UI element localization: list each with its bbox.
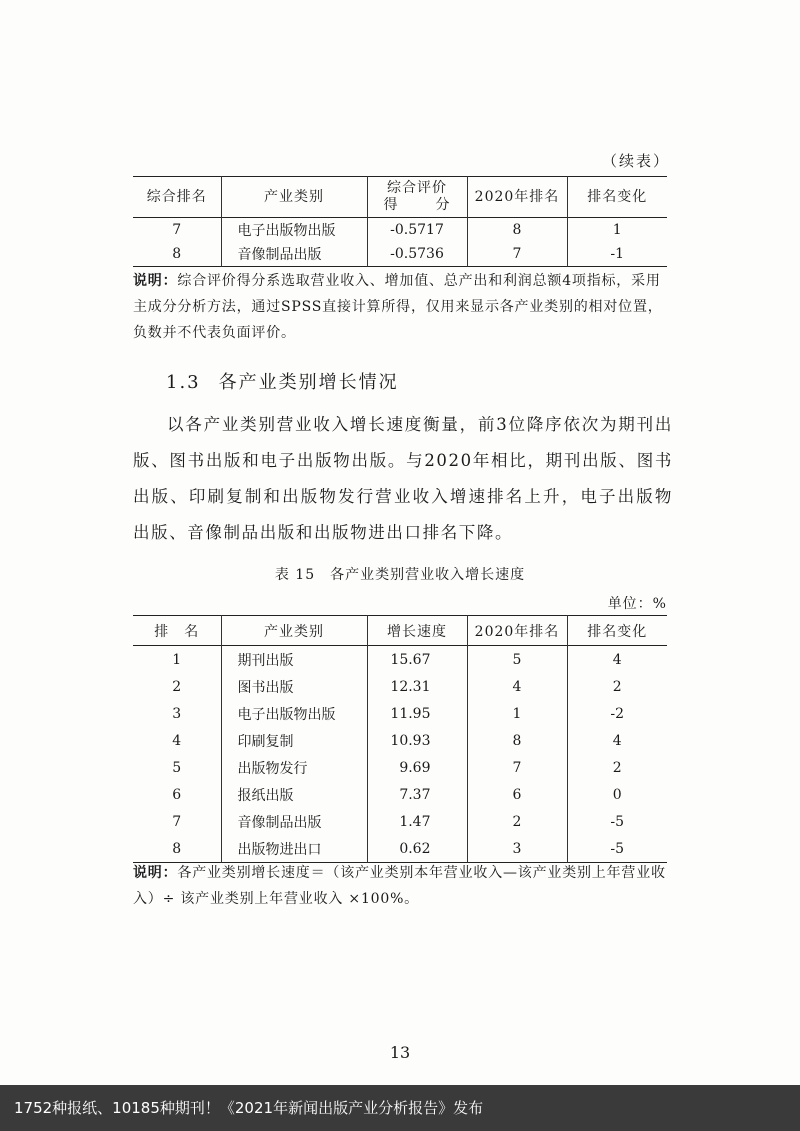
section-number: 1.3 xyxy=(166,372,201,393)
col-header-category: 产业类别 xyxy=(221,177,367,218)
note-text: 综合评价得分系选取营业收入、增加值、总产出和利润总额4项指标，采用主成分分析方法，通过SPSS直接计算所得，仅用来显示各产业类别的相对位置，负数并不代表负面评价。 xyxy=(133,273,663,341)
table-note xyxy=(133,860,673,912)
table-header-row xyxy=(133,177,667,218)
note-label: 说明： xyxy=(133,865,178,881)
cell-category: 报纸出版 xyxy=(221,781,367,808)
cell-category: 音像制品出版 xyxy=(221,242,367,267)
cell-rank: 2 xyxy=(133,673,221,700)
growth-rate-table xyxy=(133,615,667,863)
table-row xyxy=(133,218,667,243)
col-header-rank-2020: 2020年排名 xyxy=(467,616,567,646)
cell-rank-change: 1 xyxy=(567,218,667,243)
cell-rank: 4 xyxy=(133,727,221,754)
cell-rank-change: 0 xyxy=(567,781,667,808)
cell-rank-2020: 8 xyxy=(467,727,567,754)
table-row xyxy=(133,754,667,781)
section-title: 各产业类别增长情况 xyxy=(218,372,399,393)
table-unit: 单位：% xyxy=(607,596,667,612)
score-header-de: 得 xyxy=(383,197,399,213)
cell-rank-change: -2 xyxy=(567,700,667,727)
body-paragraph: 以各产业类别营业收入增长速度衡量，前3位降序依次为期刊出版、图书出版和电子出版物出版。与2020年相比，期刊出版、图书出版、印刷复制和出版物发行营业收入增速排名上升，电子出版物出版、音像制品出版和出版物进出口排名下降。 xyxy=(133,415,673,542)
cell-growth: 15.67 xyxy=(367,646,467,674)
cell-rank: 8 xyxy=(133,242,221,267)
table-row xyxy=(133,835,667,863)
table-note xyxy=(133,268,673,346)
cell-rank-2020: 7 xyxy=(467,242,567,267)
cell-category: 音像制品出版 xyxy=(221,808,367,835)
table-row xyxy=(133,673,667,700)
continued-table-label: （续表） xyxy=(601,152,670,170)
section-heading xyxy=(166,368,399,394)
cell-score: -0.5736 xyxy=(367,242,467,267)
cell-rank: 3 xyxy=(133,700,221,727)
cell-rank-change: 4 xyxy=(567,727,667,754)
table-caption: 表 15 各产业类别营业收入增长速度 xyxy=(274,567,526,583)
cell-rank: 1 xyxy=(133,646,221,674)
cell-rank-change: 2 xyxy=(567,754,667,781)
cell-rank-2020: 6 xyxy=(467,781,567,808)
note-label: 说明： xyxy=(133,273,178,289)
cell-score: -0.5717 xyxy=(367,218,467,243)
col-header-growth: 增长速度 xyxy=(367,616,467,646)
page-number: 13 xyxy=(389,1043,411,1062)
score-header-line1: 综合评价 xyxy=(387,180,447,196)
table-row xyxy=(133,700,667,727)
cell-rank-change: 2 xyxy=(567,673,667,700)
col-header-category: 产业类别 xyxy=(221,616,367,646)
table-row xyxy=(133,242,667,267)
cell-category: 出版物发行 xyxy=(221,754,367,781)
cell-rank-2020: 8 xyxy=(467,218,567,243)
col-header-rank-change: 排名变化 xyxy=(567,616,667,646)
cell-rank-2020: 5 xyxy=(467,646,567,674)
table-row xyxy=(133,781,667,808)
col-header-score xyxy=(367,177,467,218)
cell-rank-2020: 2 xyxy=(467,808,567,835)
table-row xyxy=(133,808,667,835)
cell-rank-change: -1 xyxy=(567,242,667,267)
article-caption-bar: 1752种报纸、10185种期刊！《2021年新闻出版产业分析报告》发布 xyxy=(0,1085,800,1131)
table-row xyxy=(133,727,667,754)
cell-growth: 12.31 xyxy=(367,673,467,700)
cell-rank-change: -5 xyxy=(567,808,667,835)
cell-rank: 7 xyxy=(133,808,221,835)
cell-rank: 5 xyxy=(133,754,221,781)
score-header-fen: 分 xyxy=(435,197,451,213)
cell-rank-change: 4 xyxy=(567,646,667,674)
col-header-rank-2020: 2020年排名 xyxy=(467,177,567,218)
cell-growth: 11.95 xyxy=(367,700,467,727)
cell-rank-2020: 7 xyxy=(467,754,567,781)
cell-rank: 8 xyxy=(133,835,221,863)
cell-category: 电子出版物出版 xyxy=(221,700,367,727)
table-header-row xyxy=(133,616,667,646)
col-header-rank: 排 名 xyxy=(133,616,221,646)
cell-rank-change: -5 xyxy=(567,835,667,863)
cell-category: 期刊出版 xyxy=(221,646,367,674)
col-header-rank: 综合排名 xyxy=(133,177,221,218)
cell-rank-2020: 1 xyxy=(467,700,567,727)
cell-rank-2020: 3 xyxy=(467,835,567,863)
cell-growth: 1.47 xyxy=(367,808,467,835)
cell-category: 出版物进出口 xyxy=(221,835,367,863)
cell-category: 电子出版物出版 xyxy=(221,218,367,243)
ranking-table-continued xyxy=(133,176,667,267)
cell-growth: 10.93 xyxy=(367,727,467,754)
cell-rank: 7 xyxy=(133,218,221,243)
cell-rank: 6 xyxy=(133,781,221,808)
cell-category: 图书出版 xyxy=(221,673,367,700)
col-header-rank-change: 排名变化 xyxy=(567,177,667,218)
cell-category: 印刷复制 xyxy=(221,727,367,754)
table-row xyxy=(133,646,667,674)
cell-growth: 0.62 xyxy=(367,835,467,863)
note-text: 各产业类别增长速度＝（该产业类别本年营业收入—该产业类别上年营业收入）÷ 该产业类别上年营业收入 ×100%。 xyxy=(133,865,666,907)
cell-growth: 9.69 xyxy=(367,754,467,781)
cell-rank-2020: 4 xyxy=(467,673,567,700)
cell-growth: 7.37 xyxy=(367,781,467,808)
